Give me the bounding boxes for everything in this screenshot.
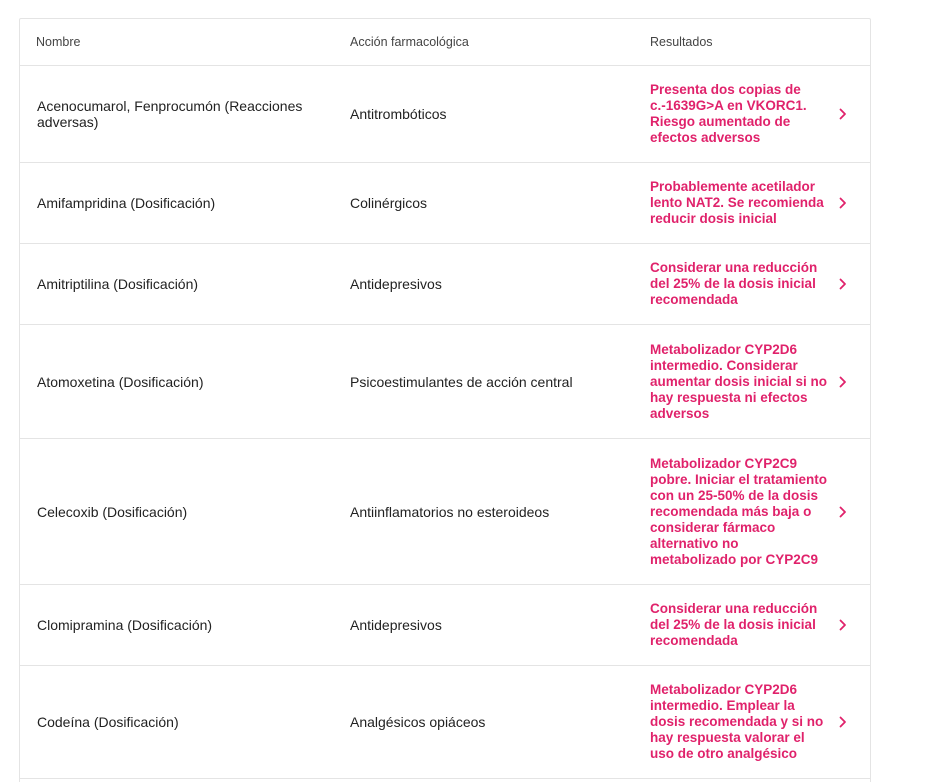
chevron-right-icon[interactable] — [828, 108, 858, 120]
chevron-right-icon[interactable] — [828, 376, 858, 388]
result-text: Presenta dos copias de c.-1639G>A en VKORC1. Riesgo aumentado de efectos adversos — [650, 82, 807, 145]
result-text: Metabolizador CYP2D6 intermedio. Emplear la dosis recomendada y si no hay respuesta valorar el uso de otro analgésico — [650, 682, 824, 761]
pharmacological-action: Antidepresivos — [350, 276, 442, 292]
chevron-right-icon[interactable] — [828, 716, 858, 728]
result-text: Considerar una reducción del 25% de la dosis inicial recomendada — [650, 601, 818, 648]
drug-name: Acenocumarol, Fenprocumón (Reacciones adversas) — [37, 98, 303, 130]
table-row[interactable] — [20, 439, 870, 585]
result-text: Metabolizador CYP2C9 pobre. Iniciar el tratamiento con un 25-50% de la dosis recomendada más baja o considerar fármaco alternativo no metabolizado por CYP2C9 — [650, 455, 828, 567]
pharmacological-action: Colinérgicos — [350, 195, 428, 211]
drug-name: Amifampridina (Dosificación) — [37, 195, 216, 211]
pharmacological-action: Psicoestimulantes de acción central — [350, 373, 573, 390]
column-header-action: Acción farmacológica — [350, 35, 469, 49]
table-row[interactable] — [20, 244, 870, 325]
pharmacological-action: Antitrombóticos — [350, 106, 447, 122]
drug-name: Codeína (Dosificación) — [37, 714, 179, 730]
chevron-right-icon[interactable] — [828, 197, 858, 209]
pharmacological-action: Analgésicos opiáceos — [350, 714, 486, 730]
column-header-results: Resultados — [650, 35, 713, 49]
table-row[interactable] — [20, 585, 870, 666]
pharmacological-action: Antiinflamatorios no esteroideos — [350, 503, 550, 520]
table-row[interactable] — [20, 66, 870, 163]
drug-name: Atomoxetina (Dosificación) — [37, 373, 204, 390]
chevron-right-icon[interactable] — [828, 506, 858, 518]
table-row[interactable] — [20, 325, 870, 439]
result-text: Considerar una reducción del 25% de la dosis inicial recomendada — [650, 260, 818, 307]
chevron-right-icon[interactable] — [828, 619, 858, 631]
pharmacogenetics-table — [19, 18, 871, 782]
column-header-name: Nombre — [36, 35, 81, 49]
table-row[interactable] — [20, 163, 870, 244]
drug-name: Amitriptilina (Dosificación) — [37, 276, 199, 292]
chevron-right-icon[interactable] — [828, 278, 858, 290]
table-row[interactable] — [20, 666, 870, 779]
pharmacological-action: Antidepresivos — [350, 617, 442, 633]
drug-name: Clomipramina (Dosificación) — [37, 617, 213, 633]
drug-name: Celecoxib (Dosificación) — [37, 503, 188, 520]
table-header — [20, 19, 870, 66]
result-text: Probablemente acetilador lento NAT2. Se recomienda reducir dosis inicial — [650, 179, 824, 226]
result-text: Metabolizador CYP2D6 intermedio. Considerar aumentar dosis inicial si no hay respuesta ni efectos adversos — [650, 341, 828, 421]
